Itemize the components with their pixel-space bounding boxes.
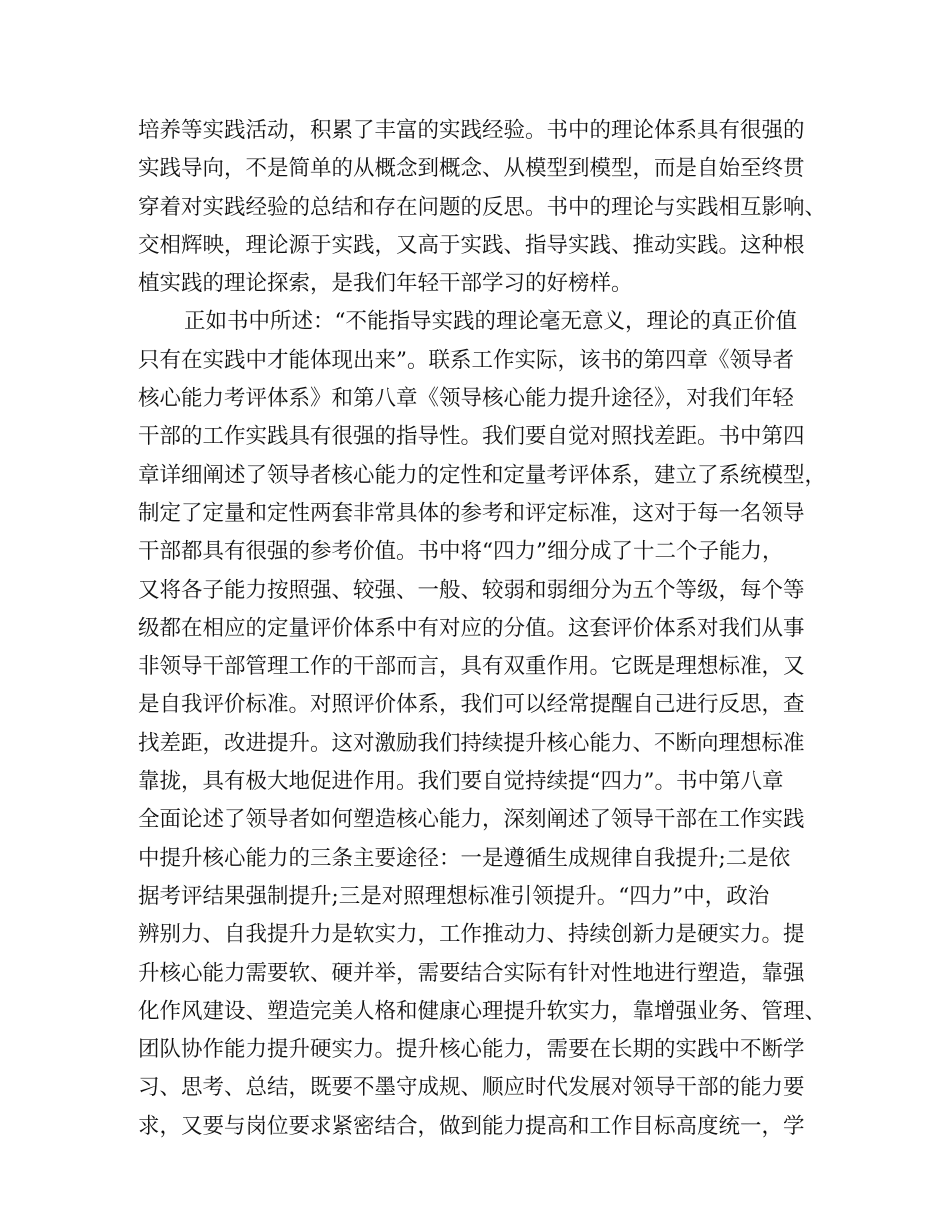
text-line: 中提升核心能力的三条主要途径：一是遵循生成规律自我提升;二是依	[138, 845, 791, 871]
text-line: 团队协作能力提升硬实力。提升核心能力，需要在长期的实践中不断学	[138, 1037, 805, 1063]
text-line: 习、思考、总结，既要不墨守成规、顺应时代发展对领导干部的能力要	[138, 1075, 805, 1101]
text-line: 植实践的理论探索，是我们年轻干部学习的好榜样。	[138, 271, 633, 297]
text-line: 实践导向，不是简单的从概念到概念、从模型到模型，而是自始至终贯	[138, 156, 805, 182]
text-line: 又将各子能力按照强、较强、一般、较弱和弱细分为五个等级，每个等	[138, 577, 805, 603]
text-line: 化作风建设、塑造完美人格和健康心理提升软实力，靠增强业务、管理、	[138, 998, 827, 1024]
text-line: 只有在实践中才能体现出来”。联系工作实际，该书的第四章《领导者	[138, 347, 794, 373]
text-line: 核心能力考评体系》和第八章《领导核心能力提升途径》，对我们年轻	[138, 386, 794, 412]
text-line: 靠拢，具有极大地促进作用。我们要自觉持续提“四力”。书中第八章	[138, 769, 784, 795]
text-line: 找差距，改进提升。这对激励我们持续提升核心能力、不断向理想标准	[138, 730, 805, 756]
text-line: 非领导干部管理工作的干部而言，具有双重作用。它既是理想标准，又	[138, 654, 805, 680]
text-line: 制定了定量和定性两套非常具体的参考和评定标准，这对于每一名领导	[138, 500, 805, 526]
text-line: 级都在相应的定量评价体系中有对应的分值。这套评价体系对我们从事	[138, 615, 805, 641]
text-line: 培养等实践活动，积累了丰富的实践经验。书中的理论体系具有很强的	[138, 118, 805, 143]
text-line: 交相辉映，理论源于实践，又高于实践、指导实践、推动实践。这种根	[138, 232, 805, 258]
text-line: 辨别力、自我提升力是软实力，工作推动力、持续创新力是硬实力。提	[138, 922, 805, 948]
text-line: 据考评结果强制提升;三是对照理想标准引领提升。“四力”中，政治	[138, 883, 770, 909]
text-line: 是自我评价标准。对照评价体系，我们可以经常提醒自己进行反思，查	[138, 692, 805, 718]
text-line: 章详细阐述了领导者核心能力的定性和定量考评体系，建立了系统模型，	[138, 462, 827, 488]
text-line: 求，又要与岗位要求紧密结合，做到能力提高和工作目标高度统一，学	[138, 1113, 805, 1139]
body-text	[138, 112, 828, 1146]
text-line: 穿着对实践经验的总结和存在问题的反思。书中的理论与实践相互影响、	[138, 194, 827, 220]
paragraph-start-line: 正如书中所述：“不能指导实践的理论毫无意义，理论的真正价值	[184, 309, 797, 335]
text-line: 干部都具有很强的参考价值。书中将“四力”细分成了十二个子能力，	[138, 539, 784, 565]
text-line: 全面论述了领导者如何塑造核心能力，深刻阐述了领导干部在工作实践	[138, 807, 805, 833]
text-line: 干部的工作实践具有很强的指导性。我们要自觉对照找差距。书中第四	[138, 424, 805, 450]
text-line: 升核心能力需要软、硬并举，需要结合实际有针对性地进行塑造，靠强	[138, 960, 805, 986]
